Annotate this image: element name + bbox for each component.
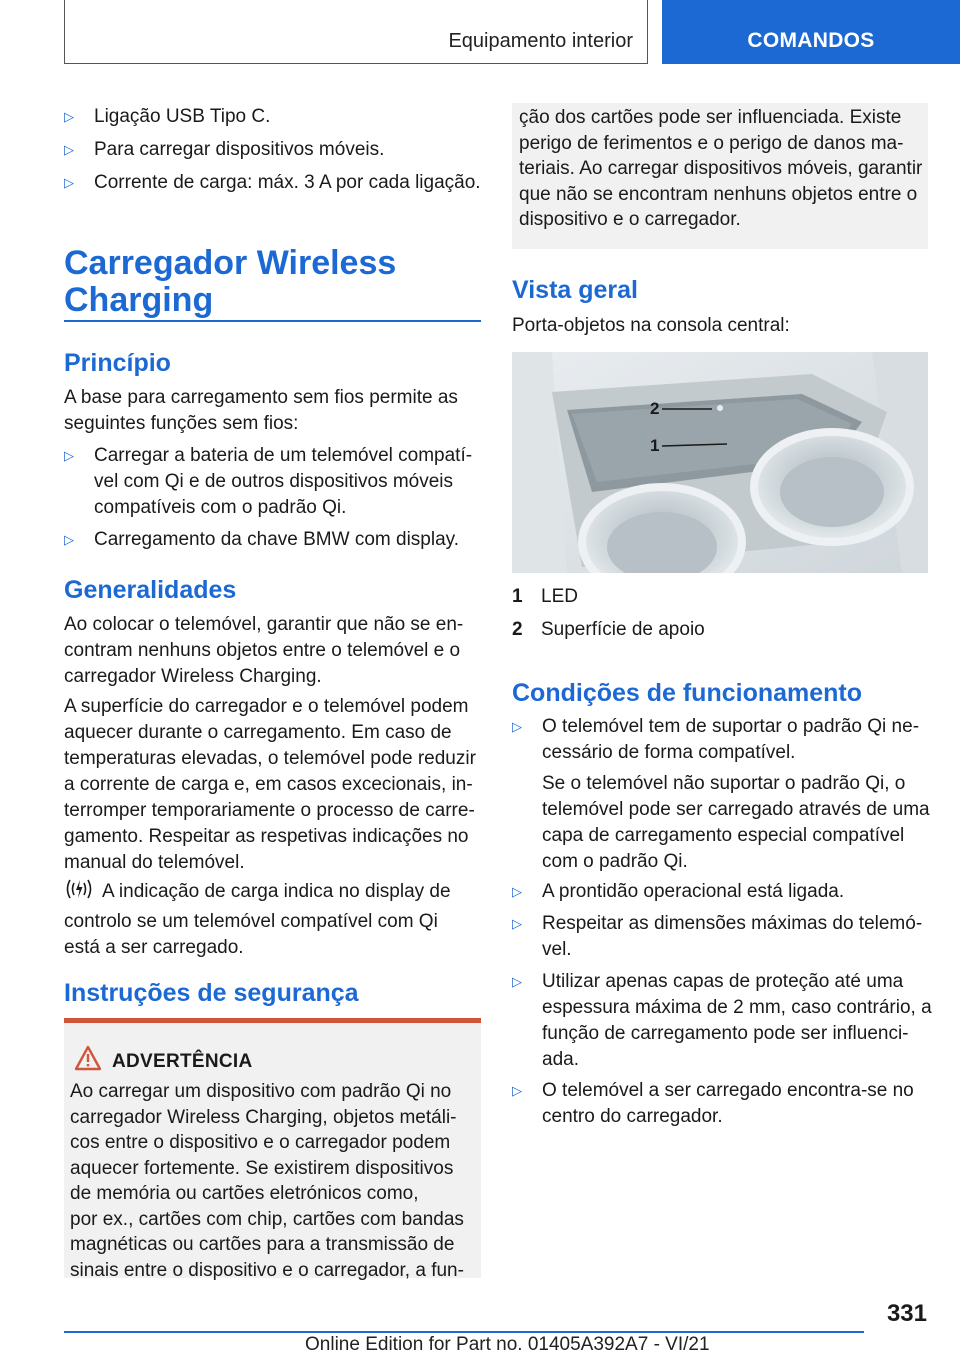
console-storage-photo [512, 352, 928, 573]
title-underline [64, 320, 481, 322]
warning-box-continued [512, 103, 928, 249]
legend-label: Superfície de apoio [541, 619, 705, 640]
callout-1: 1 [650, 436, 660, 455]
legend-item [512, 617, 928, 643]
heading-seguranca: Instruções de segurança [64, 979, 359, 1007]
vista-caption: Porta-objetos na consola central: [512, 315, 790, 336]
legend-number: 2 [512, 619, 523, 640]
bullet-triangle-icon: ▷ [64, 448, 74, 463]
generalidades-paragraph-2: A superfície do carregador e o telemóvel podem aquecer durante o carregamento. Em caso de temperaturas elevadas, o telemóvel pode reduzir a corrente de carga e, em casos excecionais, in- terromper temporariamente o processo de carre- gamento. Respeitar as respetivas indicações no manual do telemóvel. [64, 696, 476, 873]
legend-item [512, 584, 928, 610]
warning-text: Ao carregar um dispositivo com padrão Qi no carregador Wireless Charging, objetos metáli- cos entre o dispositivo e o carregador podem aquecer fortemente. Se existirem dispositivos de memória ou cartões eletrónicos como, por ex., cartões com chip, cartões com bandas magnéticas ou cartões para a transmissão de sinais entre o dispositivo e o carregador, a fun- [70, 1081, 464, 1281]
principio-intro: A base para carregamento sem fios permite as seguintes funções sem fios: [64, 387, 458, 434]
page-title-line2: Charging [64, 281, 214, 319]
bullet-triangle-icon: ▷ [512, 719, 522, 734]
generalidades-paragraph-3: A indicação de carga indica no display de controlo se um telemóvel compatível com Qi está a ser carregado. [64, 877, 481, 961]
bullet-triangle-icon: ▷ [64, 142, 74, 157]
bullet-triangle-icon: ▷ [64, 532, 74, 547]
condicoes-note: Se o telemóvel não suportar o padrão Qi, o telemóvel pode ser carregado através de uma capa de carregamento especial compatível com o padrão Qi. [542, 773, 930, 872]
wireless-charging-icon [64, 877, 94, 909]
page-title-line1: Carregador Wireless [64, 244, 397, 282]
generalidades-paragraph-1: Ao colocar o telemóvel, garantir que não se en- contram nenhuns objetos entre o telemóvel e o carregador Wireless Charging. [64, 614, 464, 687]
header-section-label: Equipamento interior [448, 30, 633, 52]
legend-label: LED [541, 586, 578, 607]
bullet-triangle-icon: ▷ [64, 109, 74, 124]
header-chapter-label: COMANDOS [747, 29, 875, 52]
bullet-triangle-icon: ▷ [512, 916, 522, 931]
warning-triangle-icon [74, 1045, 102, 1076]
page-number: 331 [886, 1300, 927, 1327]
footer-edition: Online Edition for Part no. 01405A392A7 - VI/21 [305, 1334, 710, 1355]
warning-title: ADVERTÊNCIA [112, 1051, 253, 1072]
heading-generalidades: Generalidades [64, 576, 237, 604]
heading-principio: Princípio [64, 349, 171, 377]
legend-number: 1 [512, 586, 523, 607]
callout-2: 2 [650, 399, 660, 418]
heading-vista-geral: Vista geral [512, 276, 639, 304]
footer-rule [64, 1331, 864, 1333]
bullet-triangle-icon: ▷ [512, 974, 522, 989]
warning-text-continued: ção dos cartões pode ser influenciada. Existe perigo de ferimentos e o perigo de danos ma- teriais. Ao carregar dispositivos móveis, garantir que não se encontram nenhuns objetos entre o dispositivo e o carregador. [519, 107, 923, 230]
bullet-triangle-icon: ▷ [512, 884, 522, 899]
header-chapter-tab[interactable] [662, 0, 960, 64]
bullet-triangle-icon: ▷ [64, 175, 74, 190]
bullet-triangle-icon: ▷ [512, 1083, 522, 1098]
heading-condicoes: Condições de funcionamento [512, 679, 863, 707]
header-section-box [64, 0, 648, 64]
warning-box [64, 1018, 481, 1281]
